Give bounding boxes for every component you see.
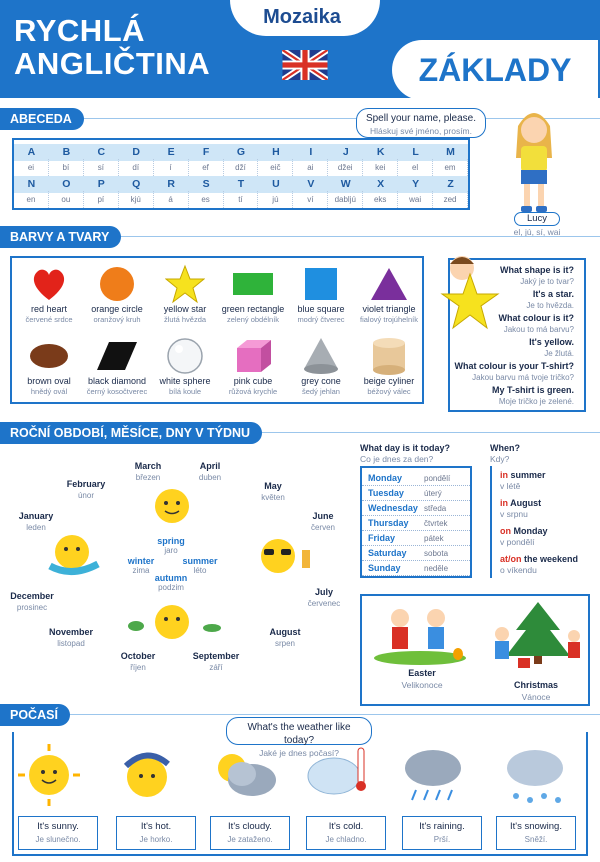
alphabet-pronunciation: ei bbox=[14, 159, 49, 176]
month-label: April bbox=[199, 461, 221, 471]
day-name: Sunday bbox=[368, 563, 401, 573]
day-name-cz: pondělí bbox=[424, 474, 451, 483]
when-item bbox=[500, 526, 548, 548]
christmas-label: Christmas bbox=[513, 680, 558, 690]
days-table bbox=[360, 466, 472, 578]
weather-question-cz: Jaké je dnes počasí? bbox=[259, 748, 339, 758]
day-name: Tuesday bbox=[368, 488, 404, 498]
alphabet-letter: N bbox=[27, 178, 36, 190]
alphabet-pronunciation: ví bbox=[293, 191, 328, 208]
alphabet-letter: B bbox=[62, 146, 71, 158]
month-label-cz: červenec bbox=[307, 599, 341, 608]
winter-sun-icon bbox=[40, 526, 110, 582]
alphabet-letter: T bbox=[237, 178, 245, 190]
preposition: on bbox=[500, 526, 511, 536]
weather-card-sunny bbox=[18, 816, 98, 850]
day-name: Thursday bbox=[368, 518, 409, 528]
weather-card-cold bbox=[306, 816, 386, 850]
alphabet-letter: M bbox=[446, 146, 455, 158]
cloudy-icon bbox=[210, 742, 280, 808]
month-label: January bbox=[18, 511, 54, 521]
alphabet-pronunciation: sí bbox=[84, 159, 119, 176]
month-label-cz: únor bbox=[77, 491, 94, 500]
holidays-panel bbox=[360, 594, 590, 706]
qa-answer-cz: Je žlutá. bbox=[544, 349, 574, 358]
rain-cloud-icon bbox=[398, 742, 468, 808]
shape-label: yellow star bbox=[163, 304, 207, 314]
rectangle-icon bbox=[233, 264, 273, 304]
season-label-cz: jaro bbox=[164, 546, 178, 555]
season-label: autumn bbox=[154, 573, 188, 583]
easter-label: Easter bbox=[408, 668, 436, 678]
alphabet-pronunciation: pí bbox=[84, 191, 119, 208]
alphabet-letter: P bbox=[97, 178, 105, 190]
shape-label: white sphere bbox=[159, 376, 211, 386]
month-february bbox=[56, 479, 116, 501]
weather-card-cloudy bbox=[210, 816, 290, 850]
time-phrase-cz: v létě bbox=[500, 481, 521, 491]
time-phrase-cz: o víkendu bbox=[500, 565, 537, 575]
month-june bbox=[298, 511, 348, 533]
autumn-sun-icon bbox=[124, 596, 224, 648]
weather-card-hot bbox=[116, 816, 196, 850]
alphabet-pronunciation: jú bbox=[258, 191, 293, 208]
when-question-cz: Kdy? bbox=[490, 454, 510, 464]
cube-icon bbox=[233, 336, 273, 376]
cone-icon bbox=[301, 336, 341, 376]
cylinder-icon bbox=[369, 336, 409, 376]
alphabet-pronunciation: es bbox=[189, 191, 224, 208]
alphabet-letter: S bbox=[202, 178, 210, 190]
alphabet-pronunciation: eks bbox=[363, 191, 398, 208]
day-row bbox=[362, 486, 470, 501]
alphabet-pronunciation: zed bbox=[433, 191, 468, 208]
qa-answer: It's a star. bbox=[532, 289, 574, 299]
month-label-cz: září bbox=[209, 663, 223, 672]
diamond-icon bbox=[97, 336, 137, 376]
preposition: in bbox=[500, 470, 508, 480]
square-icon bbox=[301, 264, 341, 304]
alphabet-pronunciation: em bbox=[433, 159, 468, 176]
month-december bbox=[2, 591, 62, 613]
season-label-cz: zima bbox=[132, 566, 150, 575]
season-label-cz: léto bbox=[193, 566, 207, 575]
preposition: in bbox=[500, 498, 508, 508]
alphabet-letter: I bbox=[309, 146, 313, 158]
shape-label: red heart bbox=[30, 304, 68, 314]
boy-with-star-illustration bbox=[440, 252, 506, 342]
alphabet-letter: E bbox=[167, 146, 175, 158]
alphabet-letter: U bbox=[272, 178, 280, 190]
day-name: Friday bbox=[368, 533, 396, 543]
shape-label: black diamond bbox=[87, 376, 147, 386]
shape-label-cz: oranžový kruh bbox=[93, 315, 141, 324]
shapes-panel bbox=[10, 256, 424, 404]
when-item bbox=[500, 554, 578, 576]
day-name: Saturday bbox=[368, 548, 407, 558]
qa-answer: It's yellow. bbox=[529, 337, 574, 347]
shape-label: grey cone bbox=[301, 376, 341, 386]
alphabet-letter: X bbox=[377, 178, 385, 190]
triangle-icon bbox=[369, 264, 409, 304]
alphabet-table bbox=[12, 138, 470, 210]
weather-label: It's snowing. bbox=[510, 821, 562, 832]
weather-label: It's sunny. bbox=[37, 821, 79, 832]
page-title bbox=[14, 14, 210, 80]
season-label-cz: podzim bbox=[158, 583, 184, 592]
month-july bbox=[296, 587, 352, 609]
brand-logo: Mozaika bbox=[263, 6, 341, 28]
month-label-cz: květen bbox=[261, 493, 285, 502]
alphabet-letter: O bbox=[62, 178, 71, 190]
month-january bbox=[6, 511, 66, 533]
month-november bbox=[40, 627, 102, 649]
section-label-shapes: BARVY A TVARY bbox=[0, 226, 121, 248]
snow-cloud-icon bbox=[500, 742, 570, 808]
weather-label-cz: Prší. bbox=[433, 835, 451, 844]
hot-sun-icon bbox=[112, 742, 182, 808]
season-label: winter bbox=[127, 556, 155, 566]
month-october bbox=[112, 651, 164, 673]
weather-label: It's cold. bbox=[328, 821, 364, 832]
summer-sun-icon bbox=[250, 530, 318, 582]
alphabet-letter: Q bbox=[132, 178, 141, 190]
month-label: September bbox=[192, 651, 240, 661]
day-row bbox=[362, 561, 470, 576]
season-autumn bbox=[150, 573, 192, 593]
heart-icon bbox=[29, 264, 69, 304]
christmas-label-cz: Vánoce bbox=[521, 692, 551, 702]
when-item bbox=[500, 470, 546, 492]
qa-question: What shape is it? bbox=[499, 265, 574, 275]
month-label: March bbox=[134, 461, 162, 471]
alphabet-pronunciation: en bbox=[14, 191, 49, 208]
weather-question: What's the weather like today? bbox=[247, 722, 351, 746]
month-label-cz: červen bbox=[310, 523, 335, 532]
shape-label-cz: šedý jehlan bbox=[302, 387, 340, 396]
qa-question: What colour is your T-shirt? bbox=[454, 361, 574, 371]
sunny-icon bbox=[14, 742, 84, 808]
title-line-1: RYCHLÁ bbox=[14, 13, 146, 48]
month-label-cz: prosinec bbox=[16, 603, 48, 612]
sphere-icon bbox=[165, 336, 205, 376]
day-question: What day is it today? bbox=[360, 443, 451, 453]
month-label: July bbox=[314, 587, 333, 597]
alphabet-letter: J bbox=[342, 146, 349, 158]
circle-icon bbox=[97, 264, 137, 304]
cold-cloud-icon bbox=[302, 742, 372, 808]
when-list bbox=[490, 466, 590, 578]
month-label-cz: listopad bbox=[57, 639, 85, 648]
day-question-cz: Co je dnes za den? bbox=[360, 454, 434, 464]
alphabet-pronunciation: el bbox=[398, 159, 433, 176]
alphabet-pronunciation: á bbox=[154, 191, 189, 208]
star-icon bbox=[165, 264, 205, 304]
alphabet-pronunciation: dí bbox=[119, 159, 154, 176]
shape-label-cz: modrý čtverec bbox=[297, 315, 345, 324]
alphabet-pronunciation-row-2 bbox=[14, 191, 468, 208]
christmas-tree-illustration bbox=[482, 600, 582, 672]
weather-label-cz: Je zataženo. bbox=[227, 835, 273, 844]
day-name: Wednesday bbox=[368, 503, 418, 513]
oval-icon bbox=[29, 336, 69, 376]
weather-card-raining bbox=[402, 816, 482, 850]
month-label-cz: duben bbox=[198, 473, 222, 482]
alphabet-letter: K bbox=[376, 146, 385, 158]
day-name-cz: úterý bbox=[424, 489, 442, 498]
alphabet-pronunciation: í bbox=[154, 159, 189, 176]
name-label: Lucy bbox=[514, 212, 560, 226]
weather-label-cz: Je slunečno. bbox=[35, 835, 81, 844]
qa-answer-cz: Je to hvězda. bbox=[526, 301, 574, 310]
weather-label-cz: Sněží. bbox=[524, 835, 548, 844]
weather-label: It's cloudy. bbox=[228, 821, 272, 832]
section-label-calendar: ROČNÍ OBDOBÍ, MĚSÍCE, DNY V TÝDNU bbox=[0, 422, 262, 444]
time-phrase: summer bbox=[508, 470, 546, 480]
month-label-cz: říjen bbox=[130, 663, 146, 672]
day-row bbox=[362, 516, 470, 531]
alphabet-letter: Y bbox=[412, 178, 420, 190]
bubble-text: Spell your name, please. bbox=[365, 113, 477, 124]
month-label: May bbox=[264, 481, 282, 491]
topic-heading: ZÁKLADY bbox=[392, 40, 598, 100]
alphabet-pronunciation: ou bbox=[49, 191, 84, 208]
time-phrase-cz: v srpnu bbox=[500, 509, 528, 519]
month-label-cz: leden bbox=[26, 523, 46, 532]
shape-label-cz: béžový válec bbox=[367, 387, 411, 396]
alphabet-letter: C bbox=[97, 146, 106, 158]
time-phrase: the weekend bbox=[521, 554, 579, 564]
day-row bbox=[362, 531, 470, 546]
shape-label: pink cube bbox=[233, 376, 273, 386]
alphabet-pronunciation: kei bbox=[363, 159, 398, 176]
qa-question: What colour is it? bbox=[498, 313, 574, 323]
alphabet-letter: V bbox=[307, 178, 315, 190]
section-label-alphabet: ABECEDA bbox=[0, 108, 84, 130]
month-march bbox=[120, 461, 176, 483]
alphabet-letter: H bbox=[272, 146, 280, 158]
weather-label: It's raining. bbox=[419, 821, 465, 832]
shape-label-cz: červené srdce bbox=[25, 315, 73, 324]
month-label: October bbox=[120, 651, 156, 661]
month-label: June bbox=[312, 511, 334, 521]
alphabet-letter: L bbox=[412, 146, 419, 158]
day-name-cz: pátek bbox=[424, 534, 444, 543]
season-spring bbox=[152, 536, 190, 556]
alphabet-letter: W bbox=[340, 178, 351, 190]
speech-bubble-spell bbox=[356, 108, 486, 138]
season-label: summer bbox=[182, 556, 218, 566]
day-row bbox=[362, 501, 470, 516]
time-phrase-cz: v pondělí bbox=[500, 537, 535, 547]
month-label: December bbox=[10, 591, 54, 601]
alphabet-letter: F bbox=[202, 146, 210, 158]
day-name-cz: středa bbox=[424, 504, 447, 513]
name-spelling: el, jú, sí, wai bbox=[513, 227, 561, 237]
alphabet-pronunciation: dabljú bbox=[328, 191, 363, 208]
shape-label: blue square bbox=[297, 304, 345, 314]
day-name: Monday bbox=[368, 473, 403, 483]
shape-label: brown oval bbox=[27, 376, 71, 386]
title-line-2: ANGLIČTINA bbox=[14, 46, 211, 81]
qa-question-cz: Jaký je to tvar? bbox=[520, 277, 574, 286]
shape-label: violet triangle bbox=[362, 304, 416, 314]
alphabet-pronunciation: ef bbox=[189, 159, 224, 176]
alphabet-pronunciation: wai bbox=[398, 191, 433, 208]
shape-label: green rectangle bbox=[221, 304, 285, 314]
qa-question-cz: Jakou barvu má tvoje tričko? bbox=[472, 373, 574, 382]
weather-label-cz: Je horko. bbox=[139, 835, 173, 844]
alphabet-pronunciation: dží bbox=[224, 159, 259, 176]
shape-label: beige cyliner bbox=[363, 376, 415, 386]
weather-label: It's hot. bbox=[140, 821, 172, 832]
section-label-weather: POČASÍ bbox=[0, 704, 70, 726]
weather-card-snowing bbox=[496, 816, 576, 850]
alphabet-pronunciation: kjú bbox=[119, 191, 154, 208]
alphabet-letter: G bbox=[236, 146, 246, 158]
time-phrase: Monday bbox=[511, 526, 548, 536]
spring-sun-icon bbox=[142, 480, 202, 532]
shape-label-cz: hnědý ovál bbox=[30, 387, 68, 396]
month-label: February bbox=[66, 479, 106, 489]
when-item bbox=[500, 498, 541, 520]
month-label: August bbox=[269, 627, 301, 637]
day-row bbox=[362, 471, 470, 486]
shape-label-cz: zelený obdélník bbox=[226, 315, 280, 324]
easter-kids-illustration bbox=[370, 600, 470, 666]
alphabet-pronunciation: eič bbox=[258, 159, 293, 176]
shape-label-cz: bílá koule bbox=[168, 387, 202, 396]
easter-label-cz: Velikonoce bbox=[401, 680, 443, 690]
alphabet-pronunciation-row-1 bbox=[14, 159, 468, 176]
bubble-text-cz: Hláskuj své jméno, prosím. bbox=[369, 126, 473, 136]
alphabet-letter: R bbox=[167, 178, 175, 190]
month-may bbox=[248, 481, 298, 503]
day-row bbox=[362, 546, 470, 561]
shape-label-cz: žlutá hvězda bbox=[163, 315, 207, 324]
month-august bbox=[256, 627, 314, 649]
alphabet-pronunciation: tí bbox=[224, 191, 259, 208]
time-phrase: August bbox=[508, 498, 542, 508]
day-name-cz: neděle bbox=[424, 564, 449, 573]
alphabet-letter: Z bbox=[447, 178, 454, 190]
alphabet-pronunciation: bí bbox=[49, 159, 84, 176]
shape-label-cz: fialový trojúhelník bbox=[360, 315, 418, 324]
month-april bbox=[184, 461, 236, 483]
weather-label-cz: Je chladno. bbox=[325, 835, 367, 844]
qa-answer-cz: Moje tričko je zelené. bbox=[498, 397, 574, 406]
shape-label-cz: černý kosočtverec bbox=[86, 387, 148, 396]
when-question: When? bbox=[490, 443, 520, 453]
alphabet-pronunciation: džei bbox=[328, 159, 363, 176]
shape-label: orange circle bbox=[91, 304, 143, 314]
season-label: spring bbox=[157, 536, 185, 546]
day-name-cz: čtvrtek bbox=[424, 519, 448, 528]
qa-answer: My T-shirt is green. bbox=[491, 385, 574, 395]
alphabet-letter: A bbox=[27, 146, 36, 158]
preposition: at/on bbox=[500, 554, 522, 564]
shape-label-cz: růžová krychle bbox=[228, 387, 278, 396]
month-label-cz: březen bbox=[135, 473, 161, 482]
uk-flag-icon bbox=[282, 50, 328, 80]
month-september bbox=[186, 651, 246, 673]
alphabet-pronunciation: ai bbox=[293, 159, 328, 176]
day-name-cz: sobota bbox=[424, 549, 449, 558]
month-label-cz: srpen bbox=[274, 639, 295, 648]
alphabet-letter: D bbox=[132, 146, 141, 158]
month-label: November bbox=[48, 627, 93, 637]
girl-lucy-illustration bbox=[504, 106, 564, 218]
qa-question-cz: Jakou to má barvu? bbox=[503, 325, 574, 334]
